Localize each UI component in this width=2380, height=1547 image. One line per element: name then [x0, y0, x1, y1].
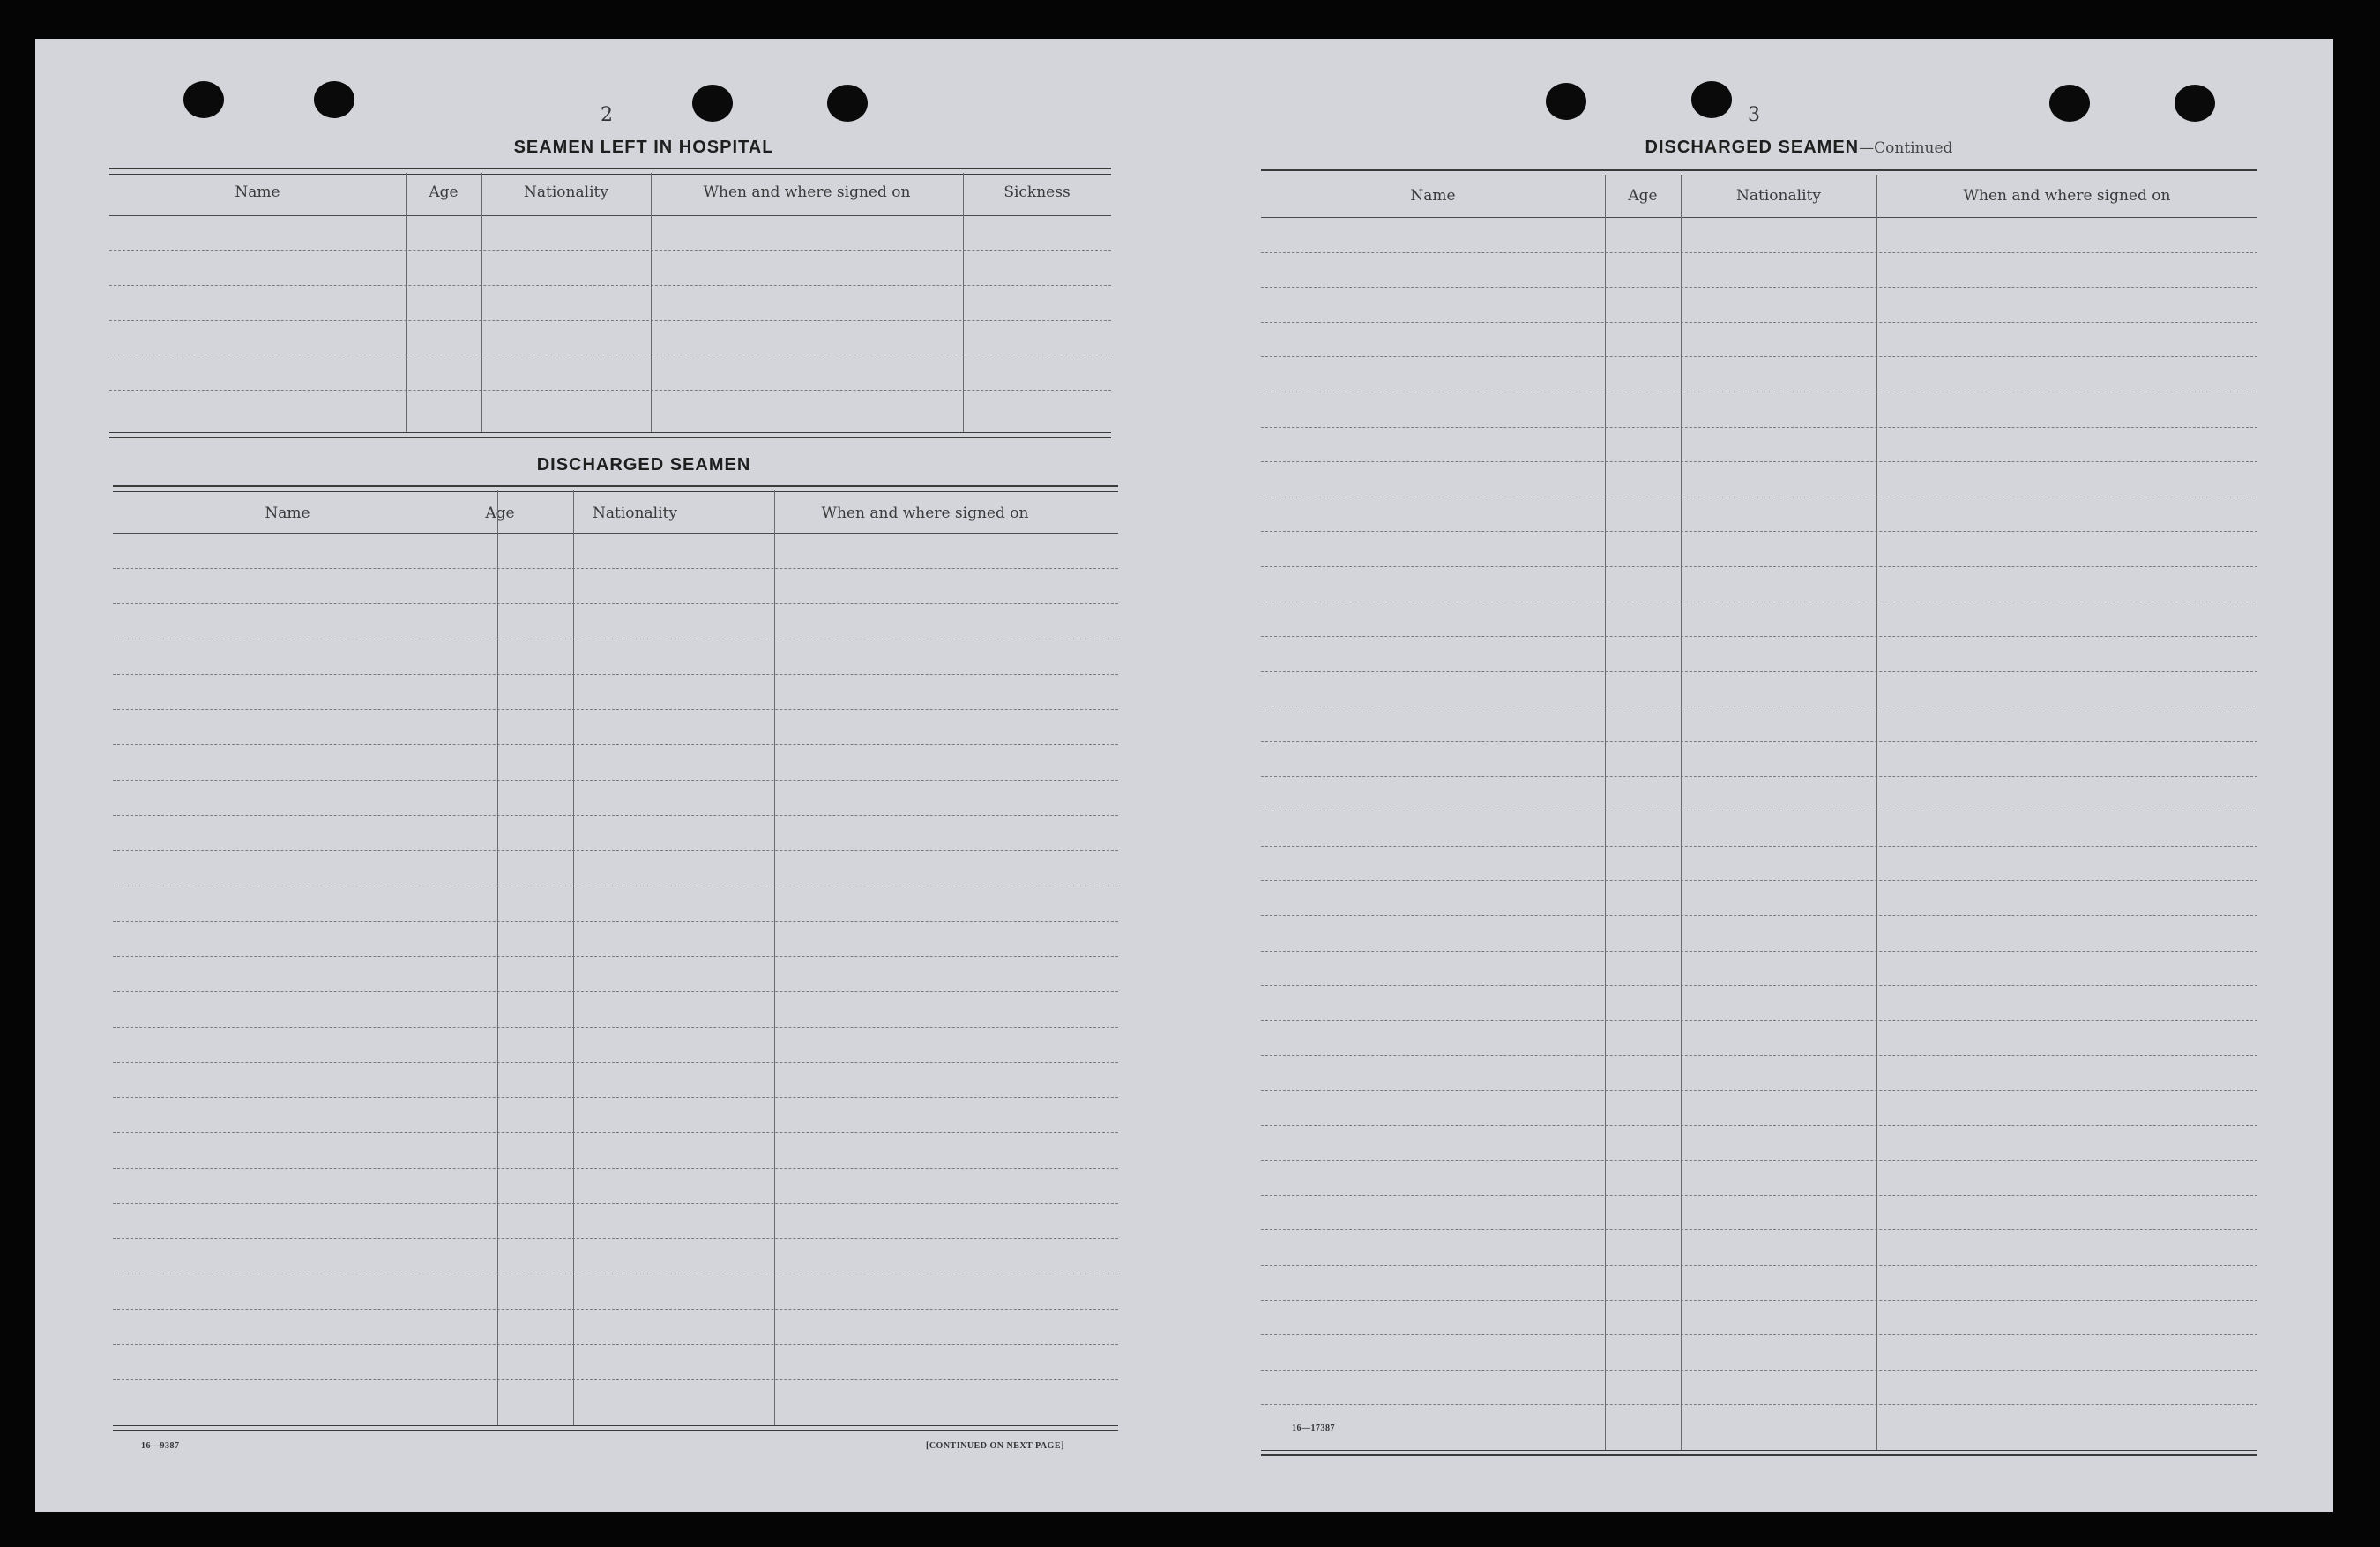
row-line: [1261, 566, 2257, 567]
discharged-col-signed-on: When and where signed on: [821, 504, 1029, 522]
hospital-col-nationality: Nationality: [524, 183, 608, 201]
row-line: [1261, 1055, 2257, 1056]
column-divider: [481, 173, 482, 432]
header-rule: [113, 533, 1118, 534]
punch-hole: [2049, 85, 2090, 122]
row-line: [1261, 1334, 2257, 1335]
document-sheet: [35, 39, 2333, 1512]
row-line: [1261, 1090, 2257, 1091]
row-line: [1261, 776, 2257, 777]
continued-note: [CONTINUED ON NEXT PAGE]: [926, 1441, 1064, 1451]
discharged-table: [113, 485, 1118, 1429]
row-line: [1261, 427, 2257, 428]
row-line: [1261, 1265, 2257, 1266]
row-line: [113, 1132, 1118, 1133]
bottom-rule: [109, 432, 1111, 438]
row-line: [113, 1379, 1118, 1380]
right-page-number: 3: [1748, 104, 1760, 126]
column-divider: [1876, 175, 1877, 1450]
discharged-col-name: Name: [265, 504, 310, 522]
right-discharged-table: [1261, 169, 2257, 1422]
punch-hole: [1546, 83, 1586, 120]
row-line: [109, 285, 1111, 286]
row-line: [1261, 636, 2257, 637]
right-col-signed-on: When and where signed on: [1963, 187, 2171, 205]
right-form-number: 16—17387: [1292, 1424, 1335, 1433]
left-page-number: 2: [601, 104, 613, 126]
discharged-col-age: Age: [485, 504, 515, 522]
row-line: [1261, 1229, 2257, 1230]
row-line: [113, 815, 1118, 816]
row-line: [1261, 1160, 2257, 1161]
hospital-table: [109, 168, 1111, 441]
row-line: [1261, 846, 2257, 847]
row-line: [109, 250, 1111, 251]
right-section-title-main: DISCHARGED SEAMEN: [1645, 138, 1860, 157]
bottom-rule: [1261, 1450, 2257, 1456]
hospital-col-signed-on: When and where signed on: [703, 183, 911, 201]
hospital-section-title: SEAMEN LEFT IN HOSPITAL: [513, 138, 774, 157]
column-divider: [573, 490, 574, 1425]
left-form-number: 16—9387: [141, 1441, 180, 1451]
row-line: [1261, 985, 2257, 986]
row-line: [113, 1344, 1118, 1345]
row-line: [1261, 671, 2257, 672]
row-line: [1261, 1300, 2257, 1301]
punch-hole: [314, 81, 354, 118]
row-line: [1261, 356, 2257, 357]
punch-hole: [827, 85, 868, 122]
row-line: [1261, 915, 2257, 916]
punch-hole: [183, 81, 224, 118]
row-line: [1261, 951, 2257, 952]
right-col-nationality: Nationality: [1736, 187, 1821, 205]
bottom-rule: [113, 1425, 1118, 1431]
row-line: [1261, 1370, 2257, 1371]
punch-hole: [692, 85, 733, 122]
right-section-title: [1534, 138, 2063, 158]
row-line: [109, 320, 1111, 321]
row-line: [113, 1238, 1118, 1239]
column-divider: [1681, 175, 1682, 1450]
row-line: [113, 744, 1118, 745]
column-divider: [497, 490, 498, 1425]
column-divider: [406, 173, 407, 432]
row-line: [113, 1027, 1118, 1028]
row-line: [113, 1097, 1118, 1098]
hospital-col-age: Age: [429, 183, 459, 201]
row-line: [113, 674, 1118, 675]
hospital-col-name: Name: [235, 183, 280, 201]
discharged-section-title: DISCHARGED SEAMEN: [536, 455, 751, 475]
row-line: [113, 1309, 1118, 1310]
row-line: [113, 1203, 1118, 1204]
column-divider: [774, 490, 775, 1425]
row-line: [109, 390, 1111, 391]
header-rule: [109, 215, 1111, 216]
row-line: [113, 780, 1118, 781]
row-line: [113, 956, 1118, 957]
row-line: [113, 1062, 1118, 1063]
row-line: [113, 921, 1118, 922]
row-line: [113, 709, 1118, 710]
row-line: [113, 603, 1118, 604]
row-line: [1261, 1195, 2257, 1196]
row-line: [1261, 461, 2257, 462]
row-line: [1261, 322, 2257, 323]
right-col-age: Age: [1628, 187, 1658, 205]
right-section-title-suffix: —Continued: [1859, 139, 1953, 157]
punch-hole: [2175, 85, 2215, 122]
row-line: [1261, 1020, 2257, 1021]
row-line: [1261, 531, 2257, 532]
header-rule: [1261, 217, 2257, 218]
row-line: [1261, 252, 2257, 253]
column-divider: [1605, 175, 1606, 1450]
discharged-col-nationality: Nationality: [593, 504, 677, 522]
row-line: [113, 1168, 1118, 1169]
punch-hole: [1691, 81, 1732, 118]
row-line: [1261, 1125, 2257, 1126]
row-line: [1261, 741, 2257, 742]
row-line: [113, 991, 1118, 992]
hospital-col-sickness: Sickness: [1003, 183, 1071, 201]
row-line: [1261, 880, 2257, 881]
row-line: [113, 850, 1118, 851]
right-col-name: Name: [1410, 187, 1456, 205]
row-line: [113, 568, 1118, 569]
column-divider: [651, 173, 652, 432]
row-line: [1261, 287, 2257, 288]
column-divider: [963, 173, 964, 432]
row-line: [1261, 1404, 2257, 1405]
